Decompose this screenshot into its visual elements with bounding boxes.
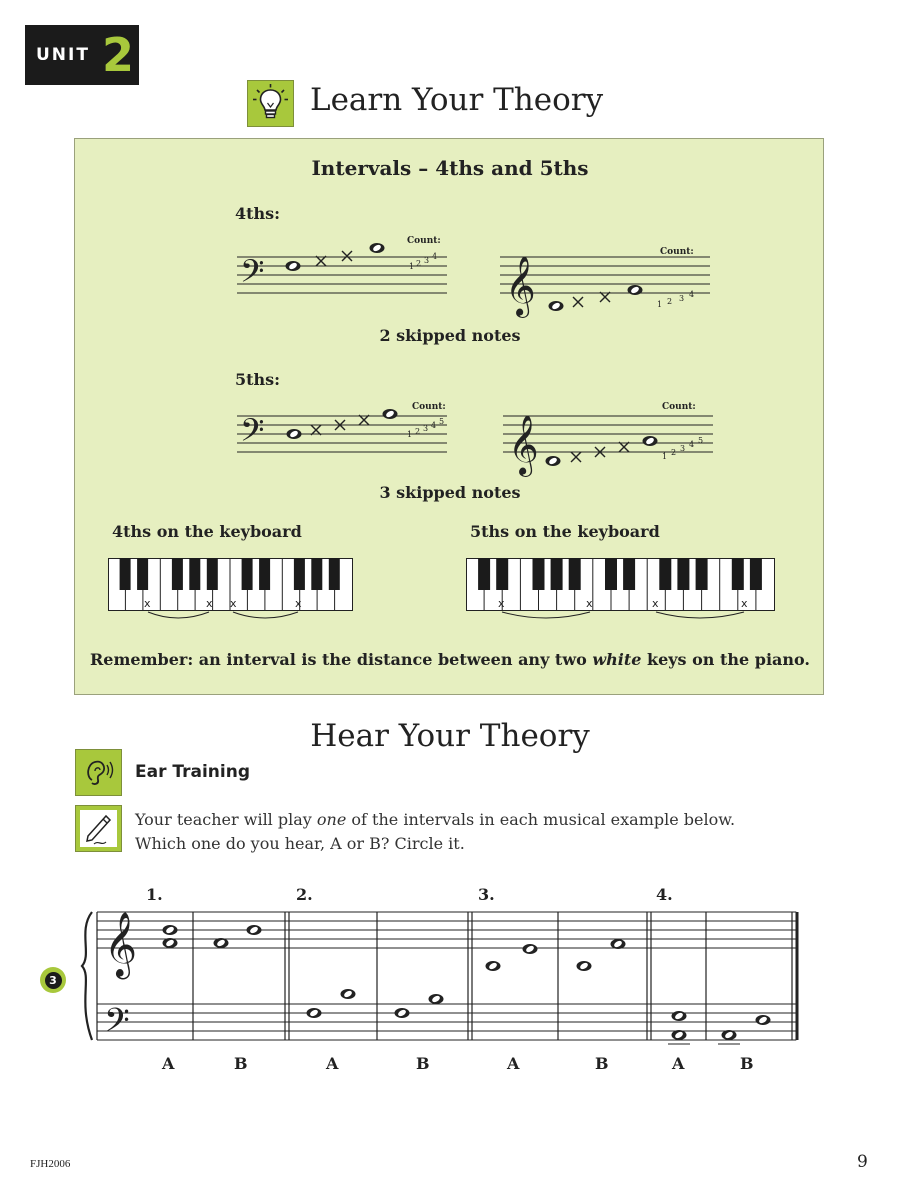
grand-staff bbox=[82, 912, 797, 1048]
example-number: 3. bbox=[478, 885, 495, 904]
page-number: 9 bbox=[857, 1152, 868, 1172]
example-number: 2. bbox=[296, 885, 313, 904]
fifths-bass-count: 1 2 3 4 5 bbox=[407, 417, 445, 439]
answer-a-4[interactable]: A bbox=[672, 1054, 685, 1073]
unit-number: 2 bbox=[101, 28, 134, 82]
fourths-bass-count: 1 2 3 4 bbox=[409, 252, 438, 271]
example-number: 4. bbox=[656, 885, 673, 904]
fourths-treble-staff bbox=[500, 256, 710, 318]
svg-text:x: x bbox=[741, 597, 748, 610]
fourths-label: 4ths: bbox=[235, 204, 281, 223]
example-number: 1. bbox=[146, 885, 163, 904]
fifths-bass-count-label: Count: bbox=[412, 402, 446, 412]
intervals-title: Intervals – 4ths and 5ths bbox=[311, 156, 589, 180]
instructions: Your teacher will play one of the intervals in each musical example below. Which one do you hear, A or B? Circle it. bbox=[135, 810, 736, 853]
svg-text:x: x bbox=[295, 597, 302, 610]
svg-text:x: x bbox=[230, 597, 237, 610]
svg-text:x: x bbox=[586, 597, 593, 610]
fifths-caption: 3 skipped notes bbox=[379, 483, 521, 502]
brace-icon bbox=[82, 912, 92, 1040]
keyboard-fourths bbox=[108, 558, 358, 628]
fourths-bass-count-label: Count: bbox=[407, 236, 441, 246]
answer-b-3[interactable]: B bbox=[595, 1054, 609, 1073]
svg-text:𝄞: 𝄞 bbox=[508, 415, 539, 475]
ear-training-label: Ear Training bbox=[135, 762, 250, 782]
fifths-label: 5ths: bbox=[235, 370, 281, 389]
svg-text:𝄢: 𝄢 bbox=[104, 1002, 130, 1048]
fourths-treble-count-label: Count: bbox=[660, 247, 694, 257]
cd-track-icon[interactable] bbox=[40, 967, 66, 993]
answer-b-1[interactable]: B bbox=[234, 1054, 248, 1073]
hear-title: Hear Your Theory bbox=[310, 718, 590, 754]
learn-title: Learn Your Theory bbox=[310, 82, 604, 118]
answer-a-2[interactable]: A bbox=[326, 1054, 339, 1073]
footer-code: FJH2006 bbox=[30, 1158, 71, 1170]
svg-text:𝄢: 𝄢 bbox=[240, 412, 265, 456]
fourths-caption: 2 skipped notes bbox=[379, 326, 521, 345]
track-number: 3 bbox=[45, 972, 62, 989]
answer-a-1[interactable]: A bbox=[162, 1054, 175, 1073]
bass-clef-icon: 𝄢 bbox=[240, 253, 265, 297]
svg-text:x: x bbox=[498, 597, 505, 610]
svg-text:x: x bbox=[652, 597, 659, 610]
svg-text:x: x bbox=[144, 597, 151, 610]
ear-icon bbox=[75, 749, 122, 796]
pencil-icon bbox=[75, 805, 122, 852]
kb5-label: 5ths on the keyboard bbox=[470, 522, 660, 541]
unit-word: UNIT bbox=[36, 45, 90, 65]
fifths-treble-count-label: Count: bbox=[662, 402, 696, 412]
answer-b-4[interactable]: B bbox=[740, 1054, 754, 1073]
keyboard-fifths bbox=[466, 558, 780, 628]
fourths-treble-count: 1 2 3 4 bbox=[657, 290, 695, 309]
fifths-treble-count: 1 2 3 4 5 bbox=[662, 436, 704, 461]
treble-clef-icon: 𝄞 bbox=[505, 256, 536, 316]
svg-text:𝄞: 𝄞 bbox=[104, 912, 138, 977]
answer-a-3[interactable]: A bbox=[507, 1054, 520, 1073]
answer-b-2[interactable]: B bbox=[416, 1054, 430, 1073]
remember-note: Remember: an interval is the distance between any two white keys on the piano. bbox=[90, 650, 810, 669]
kb4-label: 4ths on the keyboard bbox=[112, 522, 302, 541]
svg-text:x: x bbox=[206, 597, 213, 610]
